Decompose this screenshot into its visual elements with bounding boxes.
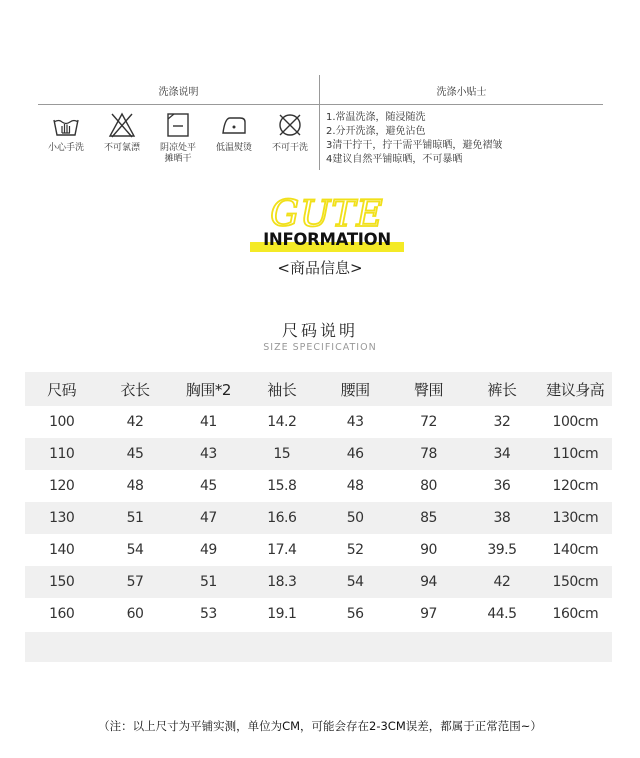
care-item-dry-flat [150,111,206,165]
table-row [25,566,612,598]
table-cell: 44.5 [487,606,517,622]
table-cell: 90 [420,542,437,558]
brand-info [250,230,404,254]
care-tips [326,111,601,167]
care-label: 低温熨烫 [215,143,252,153]
table-header-cell: 裤长 [487,380,517,399]
hand-wash-icon [52,111,80,139]
care-item-hand-wash [38,111,94,154]
table-cell: 160 [49,606,75,622]
table-cell: 110 [49,446,75,462]
care-tip: 1.常温洗涤，随浸随洗 [326,112,426,123]
table-cell: 48 [346,478,364,494]
table-cell: 34 [493,446,511,462]
table-cell: 48 [126,478,144,494]
table-cell: 85 [420,510,437,526]
care-item-low-iron [206,111,262,154]
table-row [25,502,612,534]
table-cell: 120 [49,478,75,494]
table-cell: 60 [126,606,144,622]
table-cell: 130cm [552,510,599,526]
table-cell: 32 [493,414,511,430]
table-header-cell: 袖长 [267,380,297,399]
care-section [38,75,603,170]
table-header-cell: 腰围 [340,380,370,399]
table-cell: 36 [493,478,511,494]
low-iron-icon [220,111,248,139]
table-cell: 57 [126,574,144,590]
footnote: （注：以上尺寸为平铺实测，单位为CM，可能会存在2-3CM误差，都属于正常范围~） [98,719,542,733]
care-item-no-bleach [94,111,150,154]
table-cell: 130 [49,510,75,526]
dry-flat-shade-icon [164,111,192,139]
size-title: 尺码说明 [281,321,358,340]
table-cell: 72 [420,414,437,430]
table-cell: 45 [126,446,144,462]
table-cell: 120cm [552,478,599,494]
table-row [25,598,612,630]
table-cell: 38 [493,510,511,526]
table-cell: 16.6 [267,510,297,526]
table-cell: 54 [126,542,144,558]
table-cell: 51 [200,574,217,590]
table-cell: 51 [126,510,144,526]
table-cell: 42 [493,574,511,590]
brand-script-text: GUTE [270,194,384,232]
table-cell: 19.1 [267,606,297,622]
table-cell: 80 [420,478,437,494]
size-subtitle: SIZE SPECIFICATION [263,342,377,353]
table-cell: 50 [346,510,364,526]
table-header-row [25,372,612,406]
care-left-header: 洗涤说明 [158,87,199,98]
table-cell: 14.2 [267,414,297,430]
table-cell: 140cm [552,542,599,558]
table-cell: 46 [346,446,364,462]
care-divider-horizontal [38,104,603,105]
care-item-no-dry-clean [262,111,318,154]
table-row [25,470,612,502]
table-cell: 52 [346,542,364,558]
care-label: 不可氯漂 [103,143,140,153]
table-cell: 17.4 [267,542,297,558]
table-header-cell: 衣长 [120,380,150,399]
table-cell: 78 [420,446,437,462]
no-dry-clean-icon [276,111,304,139]
table-cell: 43 [346,414,364,430]
table-cell: 53 [200,606,217,622]
table-cell: 100cm [552,414,599,430]
table-cell: 45 [200,478,217,494]
table-cell: 94 [420,574,437,590]
table-header-cell: 尺码 [47,380,77,399]
table-cell: 15 [273,446,291,462]
table-row [25,438,612,470]
table-header-cell: 建议身高 [546,380,605,399]
care-icons [38,111,319,171]
table-cell: 56 [346,606,364,622]
brand-info-text: INFORMATION [263,230,391,249]
care-label: 小心手洗 [47,143,84,153]
care-tip: 2.分开洗涤，避免沾色 [326,126,426,137]
table-cell: 39.5 [487,542,517,558]
care-tip: 3清干拧干，拧干需平铺晾晒，避免褶皱 [326,140,503,151]
table-cell: 160cm [552,606,599,622]
care-right-header: 洗涤小贴士 [436,87,487,98]
table-cell: 15.8 [267,478,297,494]
table-row [25,534,612,566]
table-cell: 140 [49,542,75,558]
brand-subtitle: <商品信息> [277,259,363,277]
care-label: 阴凉处平 摊晒干 [159,143,196,164]
size-table [25,372,612,662]
table-row [25,406,612,438]
table-cell: 150 [49,574,75,590]
table-cell: 110cm [552,446,599,462]
table-cell: 43 [200,446,217,462]
table-cell: 49 [200,542,217,558]
table-cell: 18.3 [267,574,297,590]
brand-script-logo [262,192,392,232]
care-tip: 4建议自然平铺晾晒，不可暴晒 [326,154,463,165]
care-label: 不可干洗 [271,143,308,153]
no-bleach-icon [108,111,136,139]
table-cell: 42 [126,414,144,430]
table-cell: 100 [49,414,75,430]
table-cell: 47 [200,510,217,526]
table-header-cell: 臀围 [414,380,444,399]
table-cell: 97 [420,606,437,622]
table-header-cell: 胸围*2 [185,380,231,399]
table-cell: 150cm [552,574,599,590]
table-cell: 41 [200,414,217,430]
table-blank-row [25,632,612,662]
table-cell: 54 [346,574,364,590]
